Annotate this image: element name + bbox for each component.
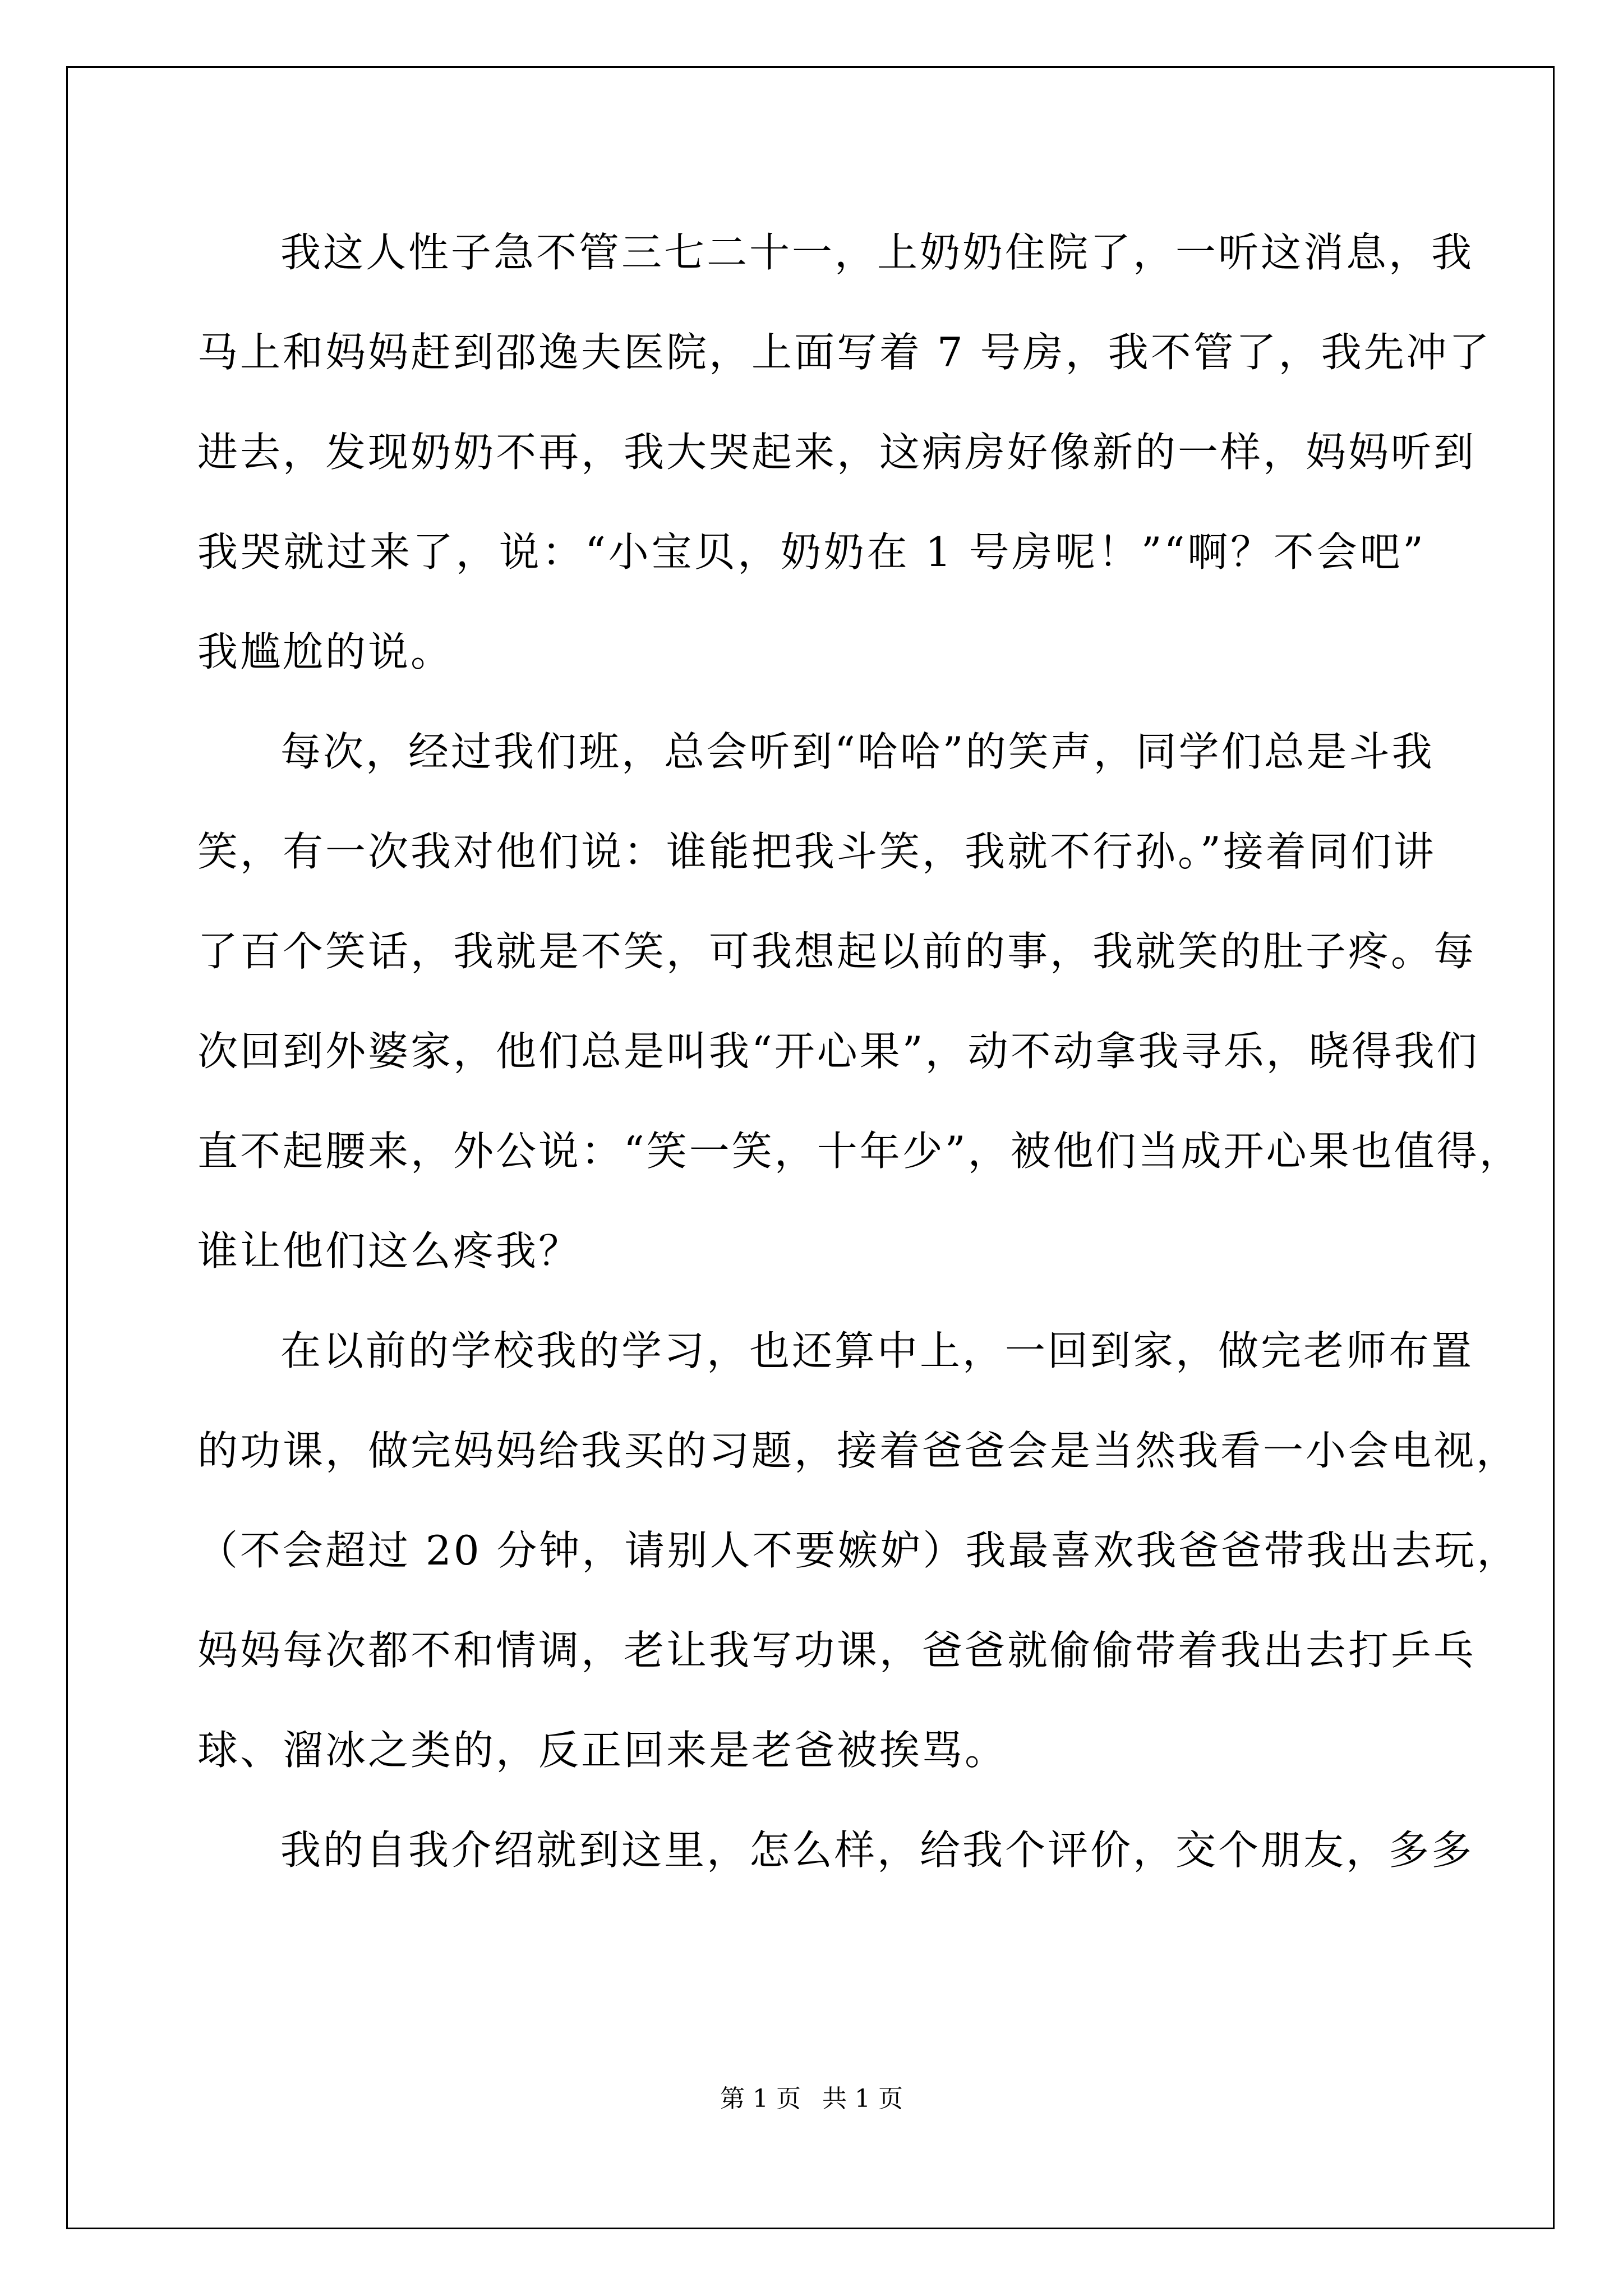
page-number-current: 第 1 页 [720,2085,801,2113]
text-line: 每次，经过我们班，总会听到“哈哈”的笑声，同学们总是斗我 [280,728,1435,775]
text-line: （不会超过 20 分钟，请别人不要嫉妒）我最喜欢我爸爸带我出去玩， [197,1527,1520,1574]
text-line: 我尴尬的说。 [197,628,454,675]
page-number-total: 共 1 页 [822,2085,903,2113]
text-line: 了百个笑话，我就是不笑，可我想起以前的事，我就笑的肚子疼。每 [197,928,1477,975]
text-line: 我这人性子急不管三七二十一，上奶奶住院了，一听这消息，我 [280,229,1474,276]
text-line: 球、溜冰之类的，反正回来是老爸被挨骂。 [197,1727,1008,1774]
text-line: 笑，有一次我对他们说：谁能把我斗笑，我就不行孙。”接着同们讲 [197,828,1436,875]
text-line: 直不起腰来，外公说：“笑一笑，十年少”，被他们当成开心果也值得， [197,1128,1522,1175]
text-line: 进去，发现奶奶不再，我大哭起来，这病房好像新的一样，妈妈听到 [197,429,1477,476]
text-line: 我哭就过来了，说：“小宝贝，奶奶在 1 号房呢！”“啊？不会吧” [197,528,1426,576]
text-line: 的功课，做完妈妈给我买的习题，接着爸爸会是当然我看一小会电视， [197,1427,1519,1474]
text-line: 在以前的学校我的学习，也还算中上，一回到家，做完老师布置 [280,1327,1474,1374]
text-line: 马上和妈妈赶到邵逸夫医院，上面写着 7 号房，我不管了，我先冲了 [197,329,1492,376]
page-footer [0,2082,1623,2116]
text-line: 我的自我介绍就到这里，怎么样，给我个评价，交个朋友，多多 [280,1826,1474,1874]
text-line: 妈妈每次都不和情调，老让我写功课，爸爸就偷偷带着我出去打乒乓 [197,1627,1477,1674]
text-line: 谁让他们这么疼我？ [197,1227,582,1274]
text-line: 次回到外婆家，他们总是叫我“开心果”，动不动拿我寻乐，晓得我们 [197,1028,1479,1075]
